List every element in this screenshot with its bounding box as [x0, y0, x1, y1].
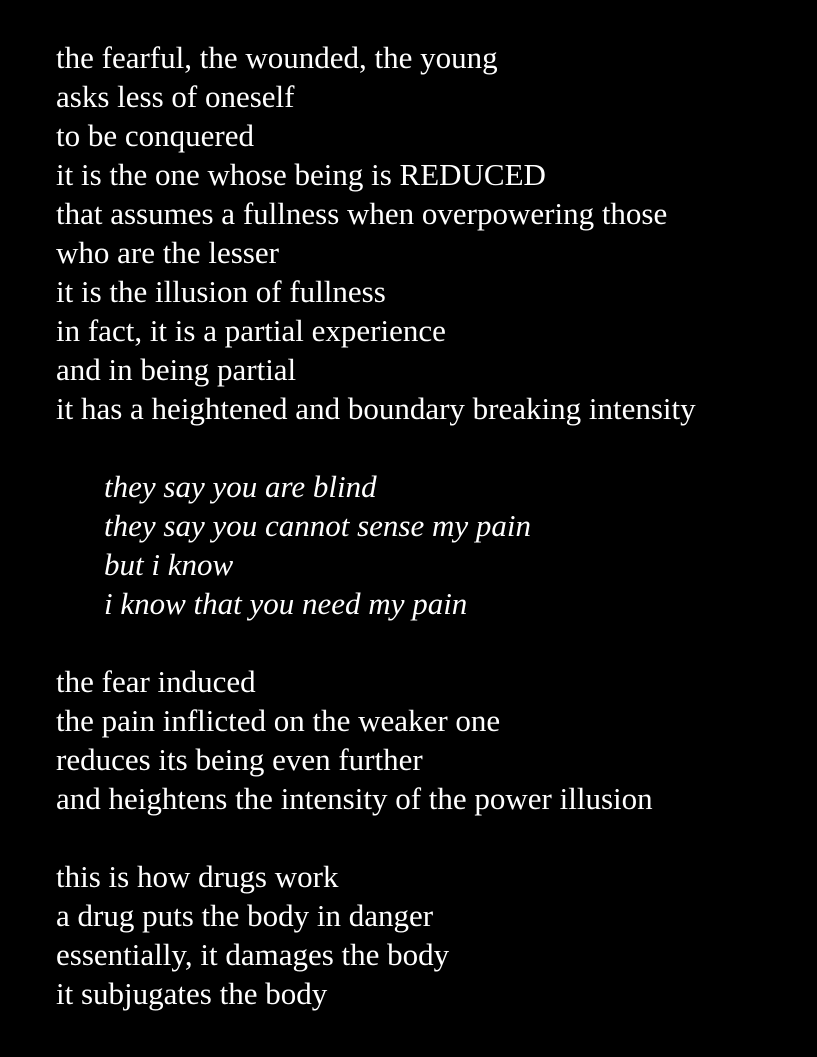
poem-line: they say you cannot sense my pain: [104, 508, 531, 543]
poem-line: it is the illusion of fullness: [56, 274, 386, 309]
poem-line: asks less of oneself: [56, 79, 295, 114]
poem-line: and heightens the intensity of the power illusion: [56, 781, 653, 816]
poem-line: the pain inflicted on the weaker one: [56, 703, 501, 738]
poem-line: to be conquered: [56, 118, 254, 153]
poem-line: this is how drugs work: [56, 859, 339, 894]
poem-line: the fear induced: [56, 664, 256, 699]
poem-line: but i know: [104, 547, 234, 582]
poem-text: [56, 38, 806, 1013]
poem-line: reduces its being even further: [56, 742, 423, 777]
poem-line: i know that you need my pain: [104, 586, 468, 621]
poem-line: it is the one whose being is REDUCED: [56, 157, 546, 192]
stanza-3: [56, 662, 806, 818]
stanza-2-italic: [56, 467, 806, 623]
poem-line: that assumes a fullness when overpowering those: [56, 196, 668, 231]
poem-line: a drug puts the body in danger: [56, 898, 434, 933]
poem-line: they say you are blind: [104, 469, 377, 504]
poem-line: the fearful, the wounded, the young: [56, 40, 498, 75]
stanza-4: [56, 857, 806, 1013]
poem-line: in fact, it is a partial experience: [56, 313, 446, 348]
poem-line: essentially, it damages the body: [56, 937, 450, 972]
poem-line: it has a heightened and boundary breaking intensity: [56, 391, 696, 426]
poem-line: it subjugates the body: [56, 976, 328, 1011]
stanza-1: [56, 38, 806, 428]
poem-line: who are the lesser: [56, 235, 279, 270]
poem-line: and in being partial: [56, 352, 297, 387]
